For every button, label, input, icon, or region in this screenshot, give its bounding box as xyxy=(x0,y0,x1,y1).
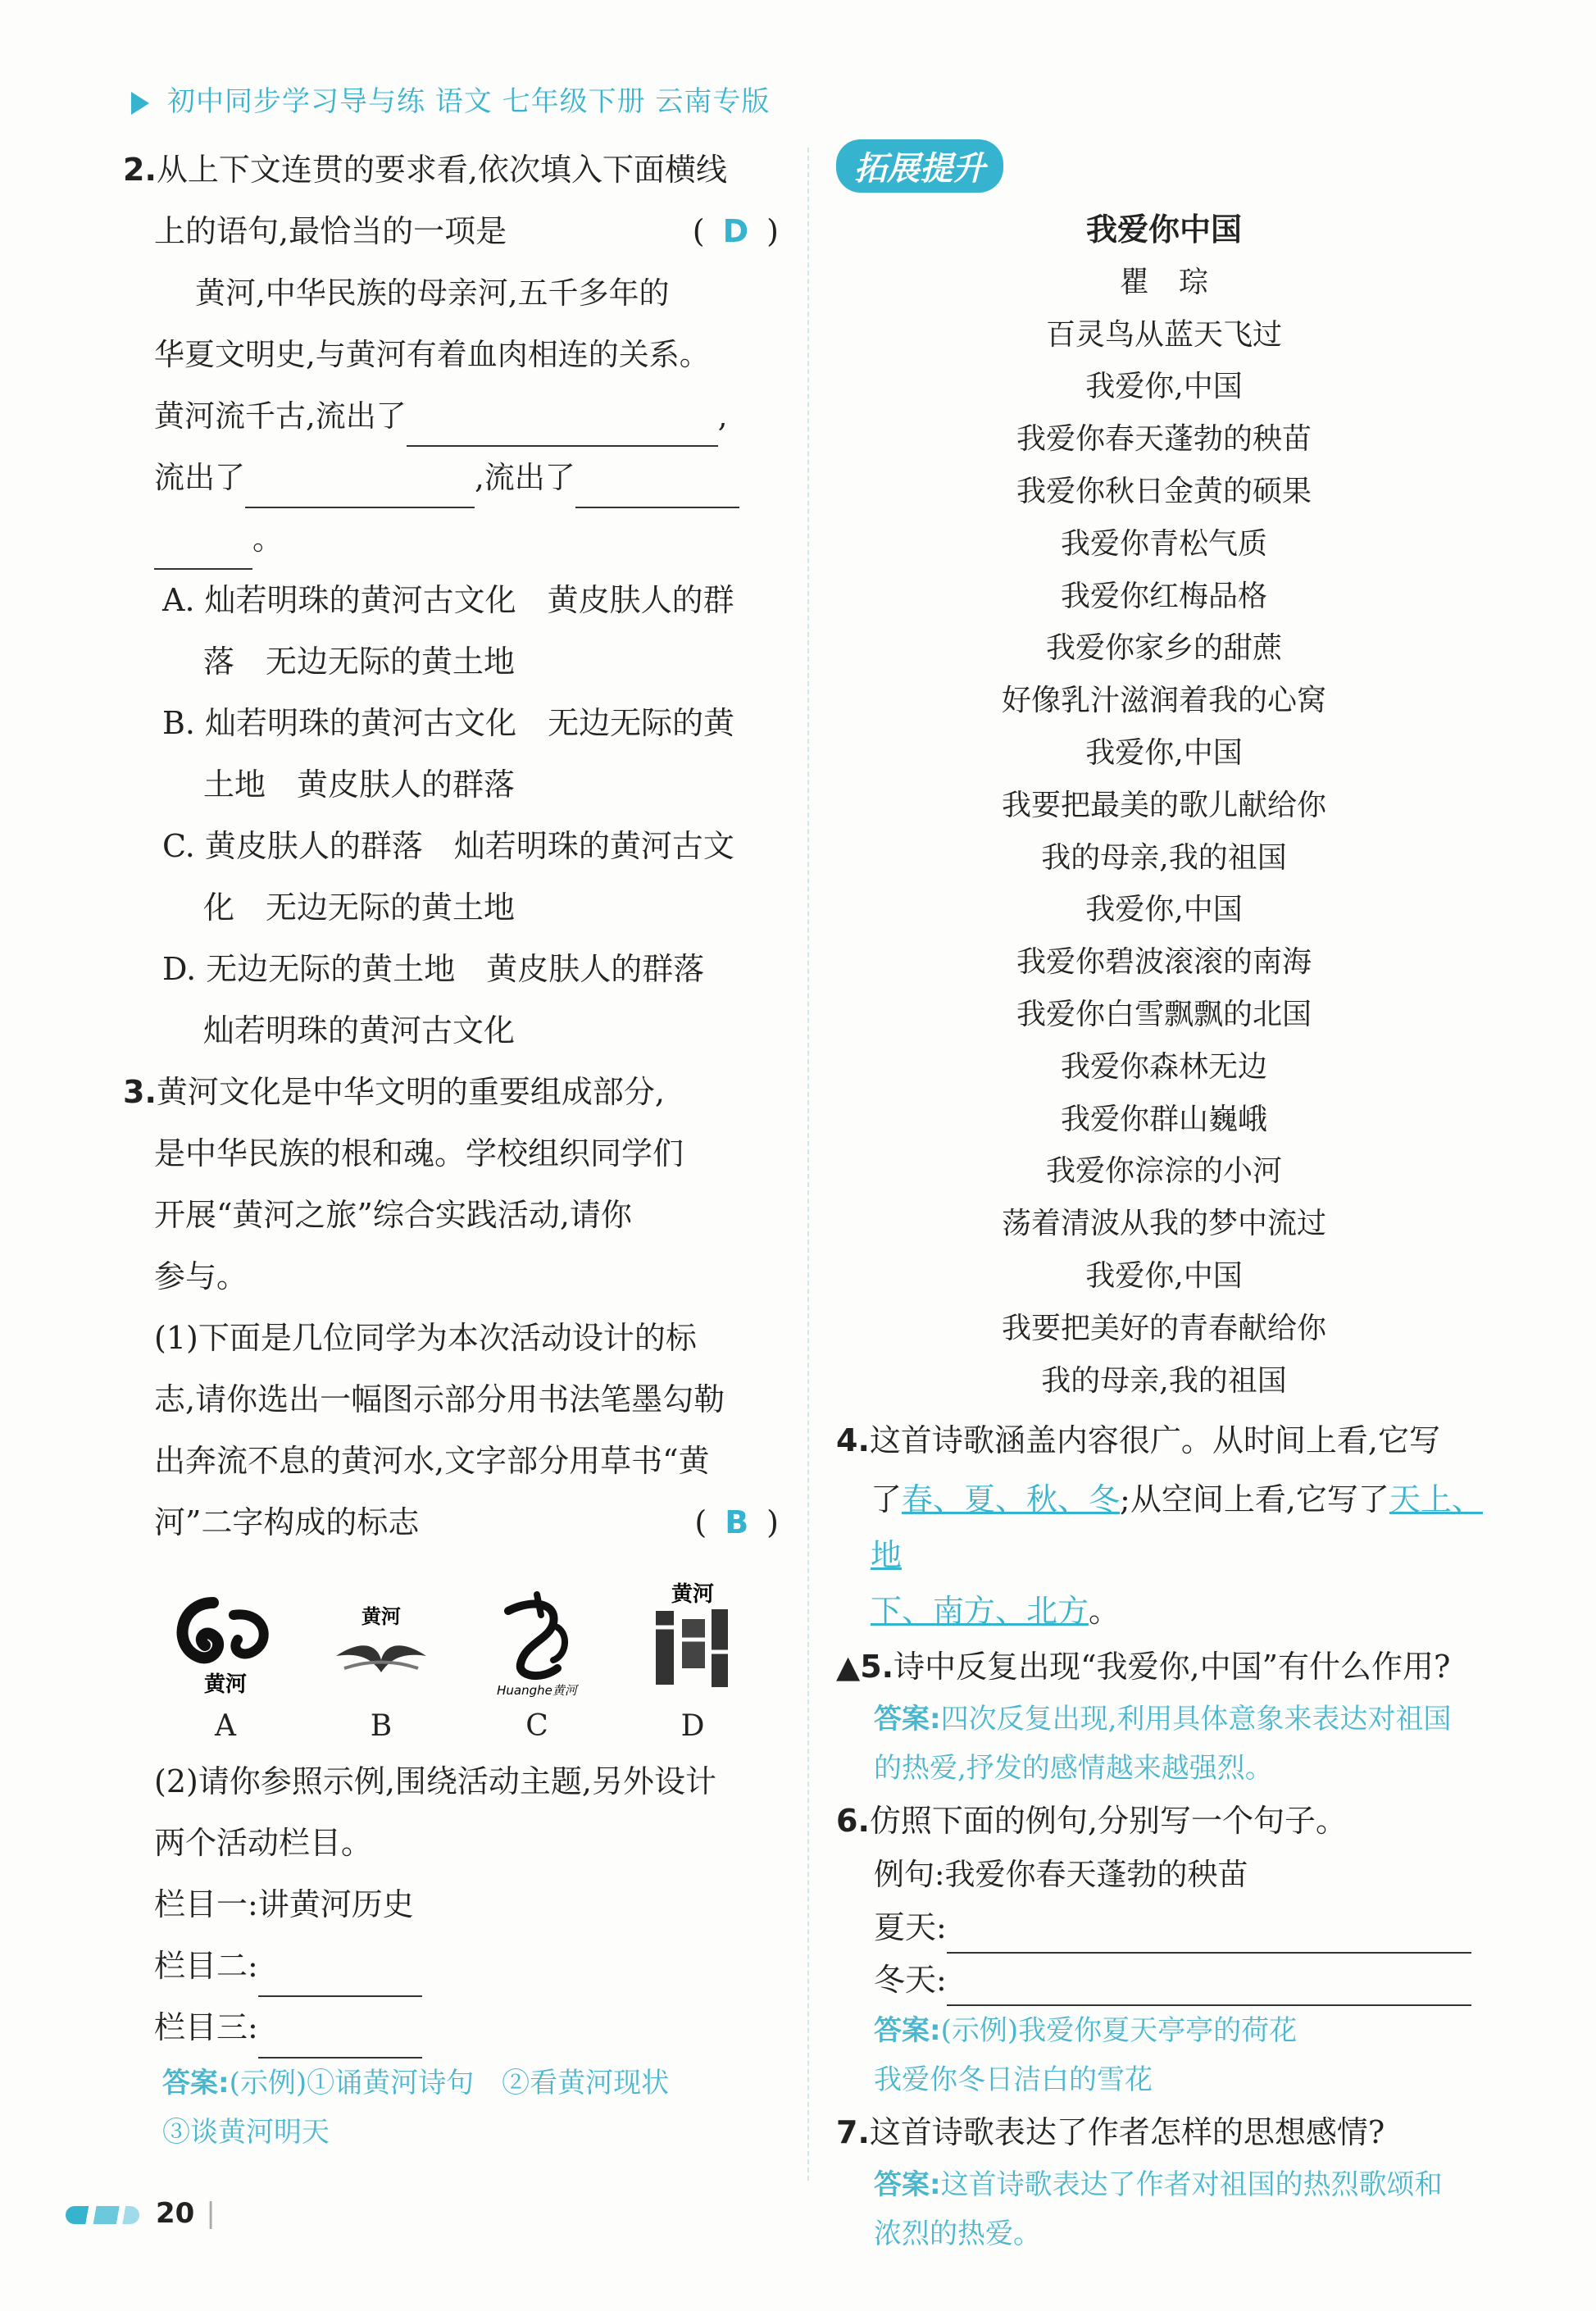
poem-line: 我要把美好的青春献给你 xyxy=(1001,1311,1326,1345)
fill-blank[interactable] xyxy=(245,471,475,508)
logo-a-icon xyxy=(164,1578,287,1701)
fill-blank[interactable] xyxy=(258,1959,422,1997)
column-3 xyxy=(123,1997,779,2059)
poem-line: 我爱你,中国 xyxy=(1085,893,1243,927)
question-stem: 参与。 xyxy=(154,1258,248,1294)
sub-question-1-line xyxy=(123,1492,779,1554)
answer-letter: B xyxy=(725,1504,749,1540)
question-2-line2 xyxy=(123,201,779,262)
svg-text:黄河: 黄河 xyxy=(671,1582,715,1607)
answer-text: (示例)①诵黄河诗句 ②看黄河现状 xyxy=(229,2067,670,2099)
sub-question-2 xyxy=(123,1751,779,1813)
punctuation: , xyxy=(717,398,728,434)
answer-block-cont xyxy=(123,2108,779,2157)
logo-d[interactable] xyxy=(619,1578,766,1743)
answer-block xyxy=(836,2160,1492,2209)
question-stem: 从上下文连贯的要求看,依次填入下面横线 xyxy=(156,152,727,188)
logo-options xyxy=(148,1578,771,1743)
option-d[interactable] xyxy=(123,939,779,1000)
option-text: 落 无边无际的黄土地 xyxy=(203,644,516,680)
logo-label: C xyxy=(525,1709,548,1743)
answer-paren: ( B ) xyxy=(694,1504,779,1540)
answer-underlined: 天上、地 xyxy=(871,1481,1483,1574)
fill-blank[interactable] xyxy=(154,532,252,570)
poem-line: 我要把最美的歌儿献给你 xyxy=(1001,788,1326,822)
svg-text:黄河: 黄河 xyxy=(203,1672,248,1697)
option-c[interactable] xyxy=(123,816,779,877)
option-text: B. 灿若明珠的黄河古文化 无边无际的黄 xyxy=(162,705,735,741)
svg-text:黄河: 黄河 xyxy=(361,1604,401,1628)
passage-line xyxy=(123,262,779,324)
question-stem: 出奔流不息的黄河水,文字部分用草书“黄 xyxy=(154,1443,710,1479)
poem-line: 好像乳汁滋润着我的心窝 xyxy=(1001,684,1326,718)
label-text: 夏天: xyxy=(874,1909,947,1946)
question-stem: 了 xyxy=(871,1481,903,1518)
question-4-line xyxy=(836,1583,1492,1639)
fill-blank[interactable] xyxy=(947,1968,1471,2006)
poem-line: 我爱你,中国 xyxy=(1085,1258,1243,1293)
footer-bar: | xyxy=(206,2197,216,2230)
answer-block xyxy=(836,2006,1492,2055)
option-b[interactable] xyxy=(123,693,779,754)
answer-block-cont xyxy=(836,2055,1492,2104)
summer-line xyxy=(836,1901,1492,1954)
question-stem: (2)请你参照示例,围绕活动主题,另外设计 xyxy=(154,1763,716,1799)
poem-line: 我爱你青松气质 xyxy=(1060,526,1267,561)
option-d-cont xyxy=(123,1000,779,1062)
question-2 xyxy=(123,139,779,201)
option-b-cont xyxy=(123,754,779,816)
example-sentence xyxy=(836,1849,1492,1901)
passage-text: 黄河流千古,流出了 xyxy=(154,398,407,434)
option-text: A. 灿若明珠的黄河古文化 黄皮肤人的群 xyxy=(162,582,734,618)
poem-line: 我爱你白雪飘飘的北国 xyxy=(1016,997,1312,1031)
question-5 xyxy=(836,1639,1492,1695)
sub-question-1 xyxy=(123,1308,779,1369)
passage-line xyxy=(123,324,779,385)
logo-b[interactable] xyxy=(307,1578,455,1743)
question-stem: 志,请你选出一幅图示部分用书法笔墨勾勒 xyxy=(154,1381,725,1417)
answer-text: 我爱你冬日洁白的雪花 xyxy=(874,2063,1153,2097)
example-text: 例句:我爱你春天蓬勃的秧苗 xyxy=(874,1857,1248,1893)
poem-line: 我爱你家乡的甜蔗 xyxy=(1045,631,1282,666)
question-stem: 仿照下面的例句,分别写一个句子。 xyxy=(869,1803,1347,1840)
poem-line: 我爱你淙淙的小河 xyxy=(1045,1154,1282,1189)
column-divider xyxy=(807,148,809,2181)
option-text: 灿若明珠的黄河古文化 xyxy=(203,1012,516,1049)
passage-text: ,流出了 xyxy=(475,460,575,495)
answer-underlined: 春、夏、秋、冬 xyxy=(902,1481,1121,1518)
header-text: 初中同步学习导与练 语文 七年级下册 云南专版 xyxy=(167,85,771,118)
answer-text: 浓烈的热爱。 xyxy=(874,2218,1041,2251)
fill-blank[interactable] xyxy=(947,1916,1471,1954)
question-number: ▲5. xyxy=(836,1649,894,1685)
column-text: 栏目二: xyxy=(154,1948,258,1984)
option-text: C. 黄皮肤人的群落 灿若明珠的黄河古文 xyxy=(162,828,734,864)
question-6 xyxy=(836,1793,1492,1849)
page-number: 20 xyxy=(156,2197,195,2230)
column-text: 栏目三: xyxy=(154,2009,258,2045)
answer-block-cont xyxy=(836,2209,1492,2259)
poem-line: 我爱你森林无边 xyxy=(1060,1049,1267,1084)
sub-question-1-line xyxy=(123,1369,779,1431)
answer-label: 答案: xyxy=(162,2067,230,2099)
question-3-line xyxy=(123,1246,779,1308)
left-column xyxy=(123,139,779,2157)
section-banner: 拓展提升 xyxy=(836,139,1003,193)
question-4-line xyxy=(836,1472,1492,1583)
answer-block xyxy=(123,2059,779,2108)
question-stem: 上的语句,最恰当的一项是 xyxy=(154,213,507,249)
question-stem: 这首诗歌涵盖内容很广。从时间上看,它写 xyxy=(869,1422,1440,1459)
question-stem: 开展“黄河之旅”综合实践活动,请你 xyxy=(154,1197,632,1233)
sub-question-2-line xyxy=(123,1813,779,1874)
question-stem: 诗中反复出现“我爱你,中国”有什么作用? xyxy=(893,1649,1451,1685)
footer-stripe-icon xyxy=(66,2206,139,2224)
answer-block xyxy=(836,1695,1492,1744)
passage-line xyxy=(123,385,779,447)
right-column xyxy=(836,139,1492,2259)
answer-block-cont xyxy=(836,1744,1492,1793)
question-3-line xyxy=(123,1123,779,1185)
question-number: 4. xyxy=(836,1422,870,1459)
poem-line: 我爱你群山巍峨 xyxy=(1060,1102,1267,1136)
label-text: 冬天: xyxy=(874,1962,947,1999)
logo-label: B xyxy=(370,1709,393,1743)
poem-line: 荡着清波从我的梦中流过 xyxy=(1001,1207,1326,1241)
poem-line: 我爱你红梅品格 xyxy=(1060,579,1267,613)
banner-wrap xyxy=(836,139,1492,193)
question-stem: 两个活动栏目。 xyxy=(154,1825,373,1861)
fill-blank[interactable] xyxy=(258,2021,422,2059)
winter-line xyxy=(836,1954,1492,2006)
answer-label: 答案: xyxy=(874,2014,941,2048)
option-text: 土地 黄皮肤人的群落 xyxy=(203,767,516,803)
poem-line: 我爱你秋日金黄的硕果 xyxy=(1016,474,1312,508)
answer-text: 的热爱,抒发的感情越来越强烈。 xyxy=(874,1752,1273,1786)
question-stem: 。 xyxy=(1089,1593,1121,1630)
question-number: 3. xyxy=(123,1074,157,1110)
passage-line xyxy=(123,447,779,508)
answer-text: 这首诗歌表达了作者对祖国的热烈歌颂和 xyxy=(940,2168,1443,2202)
option-a-cont xyxy=(123,631,779,693)
logo-d-icon xyxy=(631,1578,754,1701)
poem-author: 瞿 琮 xyxy=(1119,265,1208,299)
passage-text: 流出了 xyxy=(154,460,245,495)
column-2 xyxy=(123,1936,779,1997)
answer-label: 答案: xyxy=(874,2168,941,2202)
question-3-line xyxy=(123,1185,779,1246)
question-number: 7. xyxy=(836,2114,870,2151)
play-triangle-icon xyxy=(131,92,149,115)
option-c-cont xyxy=(123,877,779,939)
answer-text: ③谈黄河明天 xyxy=(162,2116,330,2149)
logo-c[interactable] xyxy=(463,1578,611,1743)
question-7 xyxy=(836,2104,1492,2160)
logo-a[interactable] xyxy=(152,1578,299,1743)
svg-text:Huanghe黄河: Huanghe黄河 xyxy=(497,1683,577,1698)
fill-blank[interactable] xyxy=(575,471,739,508)
option-text: 化 无边无际的黄土地 xyxy=(203,889,516,926)
question-stem: 河”二字构成的标志 xyxy=(154,1504,420,1540)
column-text: 栏目一:讲黄河历史 xyxy=(154,1886,414,1922)
option-text: D. 无边无际的黄土地 黄皮肤人的群落 xyxy=(162,951,705,987)
poem-line: 我爱你春天蓬勃的秧苗 xyxy=(1016,422,1312,457)
question-4 xyxy=(836,1410,1492,1472)
question-stem: 黄河文化是中华文明的重要组成部分, xyxy=(156,1074,665,1110)
answer-paren: ( D ) xyxy=(692,213,779,249)
answer-label: 答案: xyxy=(874,1703,941,1736)
passage-text: 。 xyxy=(252,521,283,557)
column-1 xyxy=(123,1874,779,1936)
answer-underlined: 下、南方、北方 xyxy=(871,1593,1089,1630)
logo-label: A xyxy=(215,1709,236,1743)
logo-b-icon xyxy=(320,1578,443,1701)
answer-text: 四次反复出现,利用具体意象来表达对祖国 xyxy=(940,1703,1452,1736)
answer-text: (示例)我爱你夏天亭亭的荷花 xyxy=(940,2014,1298,2048)
sub-question-1-line xyxy=(123,1431,779,1492)
fill-blank[interactable] xyxy=(407,409,718,447)
passage-text: 黄河,中华民族的母亲河,五千多年的 xyxy=(195,275,670,311)
question-stem: (1)下面是几位同学为本次活动设计的标 xyxy=(154,1320,697,1356)
option-a[interactable] xyxy=(123,570,779,631)
poem-line: 我爱你,中国 xyxy=(1085,735,1243,770)
question-stem: ;从空间上看,它写了 xyxy=(1120,1481,1389,1518)
passage-text: 华夏文明史,与黄河有着血肉相连的关系。 xyxy=(154,337,710,372)
passage-line xyxy=(123,508,779,570)
poem-line: 我的母亲,我的祖国 xyxy=(1041,840,1287,875)
poem-line: 我的母亲,我的祖国 xyxy=(1041,1363,1287,1398)
page-footer xyxy=(66,2197,216,2230)
logo-label: D xyxy=(680,1709,705,1743)
question-stem: 这首诗歌表达了作者怎样的思想感情? xyxy=(869,2114,1385,2151)
poem-line: 我爱你碧波滚滚的南海 xyxy=(1016,945,1312,980)
poem-title: 我爱你中国 xyxy=(1085,212,1242,248)
poem-line: 百灵鸟从蓝天飞过 xyxy=(1045,317,1282,352)
poem-lines xyxy=(836,309,1492,1408)
poem-line: 我爱你,中国 xyxy=(1085,370,1243,404)
answer-letter: D xyxy=(722,213,749,249)
question-number: 2. xyxy=(123,152,157,188)
question-stem: 是中华民族的根和魂。学校组织同学们 xyxy=(154,1135,684,1171)
page-header xyxy=(131,79,770,119)
poem xyxy=(836,204,1492,1407)
logo-c-icon xyxy=(475,1578,598,1701)
question-number: 6. xyxy=(836,1803,870,1840)
question-3 xyxy=(123,1062,779,1123)
